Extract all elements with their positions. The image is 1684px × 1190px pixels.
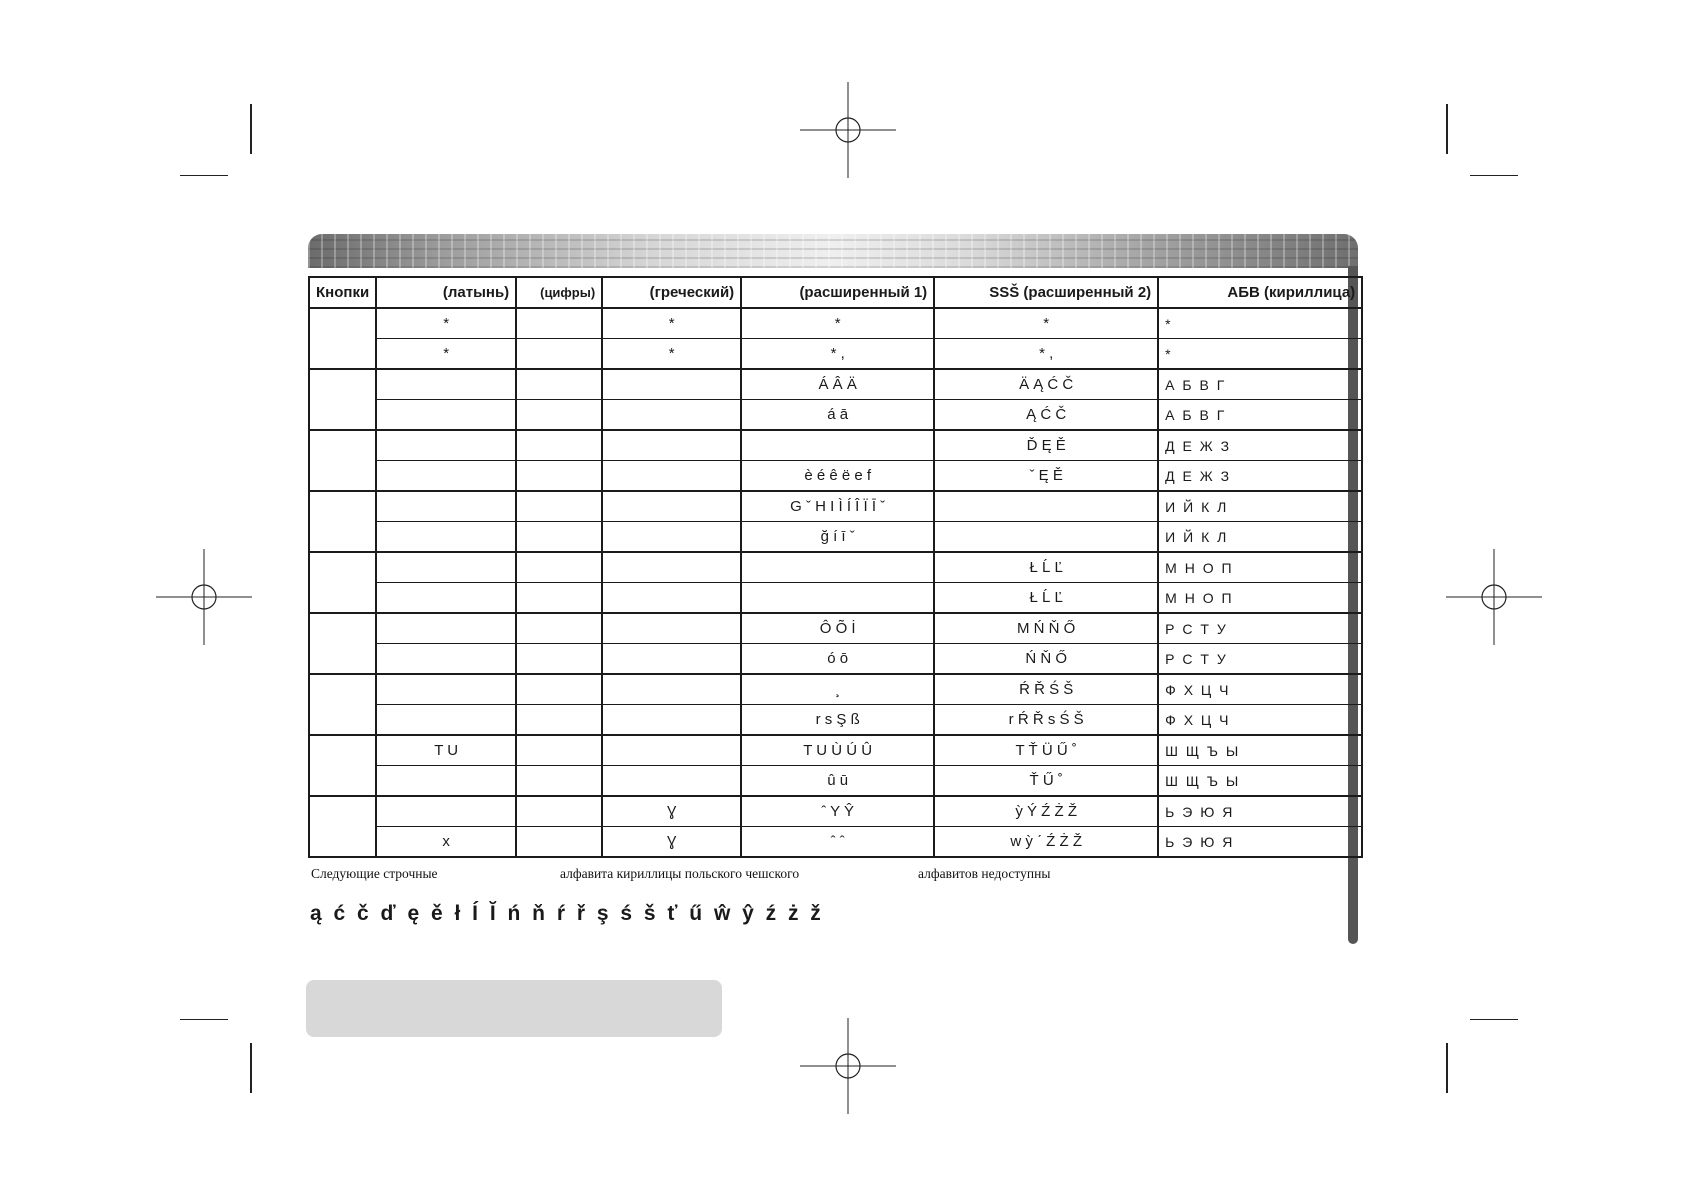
table-row (309, 766, 1362, 797)
cell-extended-2: * , (934, 339, 1158, 370)
header-extended-1: (расширенный 1) (741, 277, 934, 308)
cell-digits (516, 430, 602, 461)
cell-cyrillic: Ф Х Ц Ч (1158, 674, 1362, 705)
cell-extended-2: w ỳ ˊ Ź Ż Ž (934, 827, 1158, 858)
cell-extended-1: G ˇ H I Ì Í Î Ï Ī ˇ (741, 491, 934, 522)
cell-greek (602, 400, 741, 431)
table-row (309, 613, 1362, 644)
table-row (309, 827, 1362, 858)
cell-extended-2: Ą Ć Č (934, 400, 1158, 431)
table-row (309, 369, 1362, 400)
cell-latin: x (376, 827, 516, 858)
table-row (309, 461, 1362, 492)
cell-extended-1 (741, 552, 934, 583)
cell-cyrillic: Ш Щ Ъ Ы (1158, 766, 1362, 797)
crop-mark (180, 1019, 228, 1020)
cell-latin (376, 674, 516, 705)
cell-latin (376, 400, 516, 431)
cell-latin (376, 613, 516, 644)
cell-latin (376, 583, 516, 614)
cell-extended-1 (741, 583, 934, 614)
character-table (308, 276, 1363, 858)
cell-latin (376, 552, 516, 583)
cell-greek: * (602, 339, 741, 370)
cell-greek (602, 705, 741, 736)
cell-digits (516, 491, 602, 522)
cell-extended-1: T U Ù Ú Û (741, 735, 934, 766)
cell-extended-2: Ł Ĺ Ľ (934, 552, 1158, 583)
cell-cyrillic: А Б В Г (1158, 369, 1362, 400)
cell-cyrillic: Ф Х Ц Ч (1158, 705, 1362, 736)
cell-extended-1: Á Â Ä (741, 369, 934, 400)
cell-cyrillic: * (1158, 339, 1362, 370)
cell-digits (516, 400, 602, 431)
table-header-row (309, 277, 1362, 308)
cell-greek (602, 674, 741, 705)
cell-latin (376, 705, 516, 736)
header-cyrillic: АБВ (кириллица) (1158, 277, 1362, 308)
note-text-2: алфавита кириллицы польского чешского (560, 866, 800, 881)
header-extended-2: SSŠ (расширенный 2) (934, 277, 1158, 308)
crop-mark (250, 1043, 252, 1093)
cell-cyrillic: Р С Т У (1158, 613, 1362, 644)
cell-greek (602, 522, 741, 553)
cell-greek (602, 766, 741, 797)
note-text-1: Следующие строчные (311, 866, 438, 881)
cell-extended-1: ğ í ī ˇ (741, 522, 934, 553)
table-row (309, 796, 1362, 827)
cell-cyrillic: Д Е Ж З (1158, 461, 1362, 492)
header-pattern (308, 234, 1358, 268)
cell-digits (516, 552, 602, 583)
crop-mark (1470, 1019, 1518, 1020)
cell-extended-2 (934, 522, 1158, 553)
cell-digits (516, 705, 602, 736)
cell-extended-2 (934, 491, 1158, 522)
crop-mark (1446, 1043, 1448, 1093)
cell-latin (376, 369, 516, 400)
cell-greek (602, 491, 741, 522)
cell-extended-2: r Ŕ Ř s Ś Š (934, 705, 1158, 736)
cell-cyrillic: М Н О П (1158, 552, 1362, 583)
table-row (309, 644, 1362, 675)
table-row (309, 735, 1362, 766)
cell-extended-1: Ô Õ İ (741, 613, 934, 644)
table-body (309, 308, 1362, 857)
cell-latin (376, 796, 516, 827)
cell-latin: * (376, 339, 516, 370)
cell-digits (516, 827, 602, 858)
key-cell (309, 796, 376, 857)
cell-extended-2: * (934, 308, 1158, 339)
cell-greek: * (602, 308, 741, 339)
header-digits: (цифры) (516, 277, 602, 308)
table-row (309, 674, 1362, 705)
cell-extended-1: ˆ ˆ (741, 827, 934, 858)
header-latin: (латынь) (376, 277, 516, 308)
cell-extended-2: Ŕ Ř Ś Š (934, 674, 1158, 705)
cell-extended-1: r s Ş ß (741, 705, 934, 736)
cell-latin (376, 461, 516, 492)
table-row (309, 552, 1362, 583)
cell-cyrillic: А Б В Г (1158, 400, 1362, 431)
crop-mark (180, 175, 228, 176)
table-row (309, 522, 1362, 553)
cell-greek: Ɣ (602, 796, 741, 827)
gray-caption-box (306, 980, 722, 1037)
table-row (309, 308, 1362, 339)
cell-greek: Ɣ (602, 827, 741, 858)
cell-extended-1: á ā (741, 400, 934, 431)
cell-cyrillic: * (1158, 308, 1362, 339)
cell-extended-2: M Ń Ň Ő (934, 613, 1158, 644)
key-cell (309, 369, 376, 430)
cell-digits (516, 674, 602, 705)
registration-mark-icon (800, 1018, 896, 1114)
cell-digits (516, 796, 602, 827)
registration-mark-icon (800, 82, 896, 178)
cell-latin (376, 522, 516, 553)
cell-extended-1: * , (741, 339, 934, 370)
crop-mark (1470, 175, 1518, 176)
cell-digits (516, 766, 602, 797)
cell-extended-1: * (741, 308, 934, 339)
cell-greek (602, 644, 741, 675)
table-row (309, 339, 1362, 370)
cell-extended-2: Ä Ą Ć Č (934, 369, 1158, 400)
cell-extended-2: Ł Ĺ Ľ (934, 583, 1158, 614)
cell-latin (376, 430, 516, 461)
cell-cyrillic: Д Е Ж З (1158, 430, 1362, 461)
cell-greek (602, 613, 741, 644)
key-cell (309, 430, 376, 491)
cell-greek (602, 430, 741, 461)
key-cell (309, 552, 376, 613)
cell-greek (602, 461, 741, 492)
cell-extended-1 (741, 430, 934, 461)
cell-cyrillic: Ь Э Ю Я (1158, 827, 1362, 858)
cell-extended-1: ¸ (741, 674, 934, 705)
cell-digits (516, 735, 602, 766)
key-cell (309, 674, 376, 735)
key-cell (309, 491, 376, 552)
cell-digits (516, 613, 602, 644)
table-row (309, 491, 1362, 522)
crop-mark (1446, 104, 1448, 154)
table-row (309, 583, 1362, 614)
cell-greek (602, 735, 741, 766)
key-cell (309, 735, 376, 796)
cell-digits (516, 522, 602, 553)
cell-digits (516, 461, 602, 492)
cell-digits (516, 339, 602, 370)
cell-latin: * (376, 308, 516, 339)
cell-extended-2: Ď Ę Ě (934, 430, 1158, 461)
cell-extended-1: û ū (741, 766, 934, 797)
cell-cyrillic: Ь Э Ю Я (1158, 796, 1362, 827)
header-buttons: Кнопки (309, 277, 376, 308)
table-row (309, 400, 1362, 431)
table-row (309, 430, 1362, 461)
cell-latin (376, 491, 516, 522)
cell-extended-2: ˇ Ę Ě (934, 461, 1158, 492)
cell-extended-1: ó ō (741, 644, 934, 675)
cell-latin (376, 644, 516, 675)
registration-mark-icon (156, 549, 252, 645)
table-row (309, 705, 1362, 736)
cell-cyrillic: Ш Щ Ъ Ы (1158, 735, 1362, 766)
cell-cyrillic: И Й К Л (1158, 522, 1362, 553)
crop-mark (250, 104, 252, 154)
cell-extended-2: Ť Ű ˚ (934, 766, 1158, 797)
cell-digits (516, 583, 602, 614)
cell-greek (602, 369, 741, 400)
cell-greek (602, 583, 741, 614)
cell-greek (602, 552, 741, 583)
cell-extended-1: ˆ Y Ŷ (741, 796, 934, 827)
unavailable-lowercase-letters: ą ć č ď ę ě ł Í Ĭ ń ň ŕ ř ş ś š ť ű ŵ ŷ ź ż ž (310, 902, 824, 925)
cell-digits (516, 308, 602, 339)
cell-extended-2: ỳ Ý Ź Ż Ž (934, 796, 1158, 827)
cell-digits (516, 644, 602, 675)
cell-extended-1: è é ê ë e f (741, 461, 934, 492)
note-text-3: алфавитов недоступны (918, 866, 1051, 881)
header-greek: (греческий) (602, 277, 741, 308)
decorative-header-bar (308, 234, 1358, 268)
cell-cyrillic: М Н О П (1158, 583, 1362, 614)
key-cell (309, 308, 376, 369)
key-cell (309, 613, 376, 674)
cell-cyrillic: Р С Т У (1158, 644, 1362, 675)
cell-latin: T U (376, 735, 516, 766)
cell-digits (516, 369, 602, 400)
cell-cyrillic: И Й К Л (1158, 491, 1362, 522)
cell-extended-2: T Ť Ü Ű ˚ (934, 735, 1158, 766)
cell-extended-2: Ń Ň Ő (934, 644, 1158, 675)
cell-latin (376, 766, 516, 797)
registration-mark-icon (1446, 549, 1542, 645)
